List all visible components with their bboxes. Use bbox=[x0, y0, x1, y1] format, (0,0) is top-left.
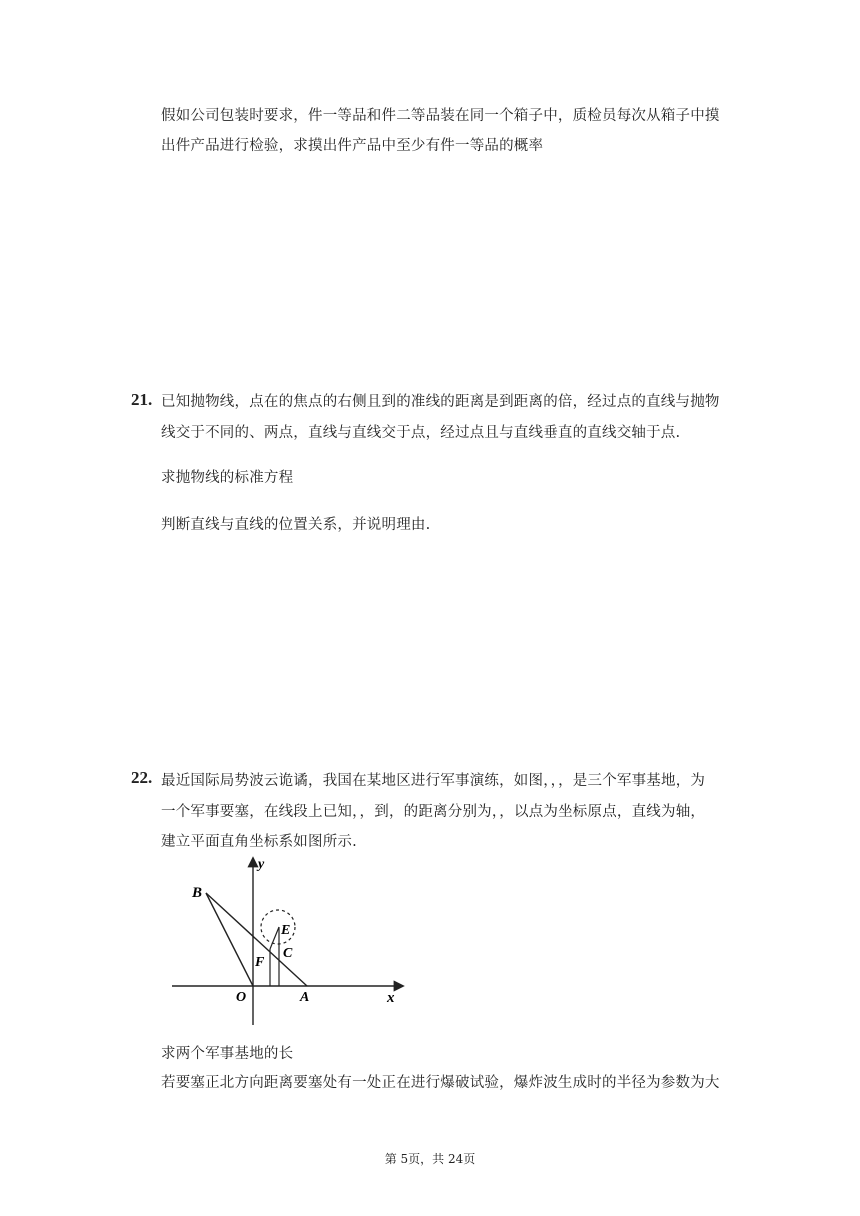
q21-number: 21. bbox=[131, 390, 153, 409]
label-f: F bbox=[255, 955, 265, 970]
segment-ob bbox=[206, 893, 253, 986]
q22-part1: 求两个军事基地的长 bbox=[161, 1046, 294, 1062]
label-e: E bbox=[281, 923, 291, 938]
label-b: B bbox=[192, 885, 203, 901]
label-c: C bbox=[283, 946, 293, 961]
q20-line2: 出件产品进行检验，求摸出件产品中至少有件一等品的概率 bbox=[161, 138, 544, 154]
q21-line2: 线交于不同的、两点，直线与直线交于点，经过点且与直线垂直的直线交轴于点. bbox=[161, 425, 681, 441]
page-footer: 第 5页，共 24页 bbox=[384, 1152, 476, 1166]
label-y: y bbox=[258, 857, 265, 872]
q21-part2: 判断直线与直线的位置关系，并说明理由. bbox=[161, 517, 431, 533]
segment-ba bbox=[206, 893, 307, 986]
q21-line1: 已知抛物线，点在的焦点的右侧且到的准线的距离是到距离的倍，经过点的直线与抛物 bbox=[161, 394, 720, 410]
q22-line1: 最近国际局势波云诡谲，我国在某地区进行军事演练，如图，，，是三个军事基地，为 bbox=[161, 773, 706, 789]
q21-part1: 求抛物线的标准方程 bbox=[161, 470, 294, 486]
label-x: x bbox=[387, 990, 395, 1006]
q22-line3: 建立平面直角坐标系如图所示. bbox=[161, 834, 357, 850]
coordinate-figure bbox=[170, 855, 410, 1030]
q22-part2: 若要塞正北方向距离要塞处有一处正在进行爆破试验，爆炸波生成时的半径为参数为大 bbox=[161, 1075, 720, 1091]
label-o: O bbox=[236, 990, 247, 1005]
q20-line1: 假如公司包装时要求，件一等品和件二等品装在同一个箱子中，质检员每次从箱子中摸 bbox=[161, 108, 720, 124]
segment-fe bbox=[270, 927, 279, 949]
label-a: A bbox=[300, 990, 310, 1005]
q22-line2: 一个军事要塞，在线段上已知，，到，的距离分别为，，以点为坐标原点，直线为轴， bbox=[161, 804, 706, 820]
q22-number: 22. bbox=[131, 768, 153, 787]
